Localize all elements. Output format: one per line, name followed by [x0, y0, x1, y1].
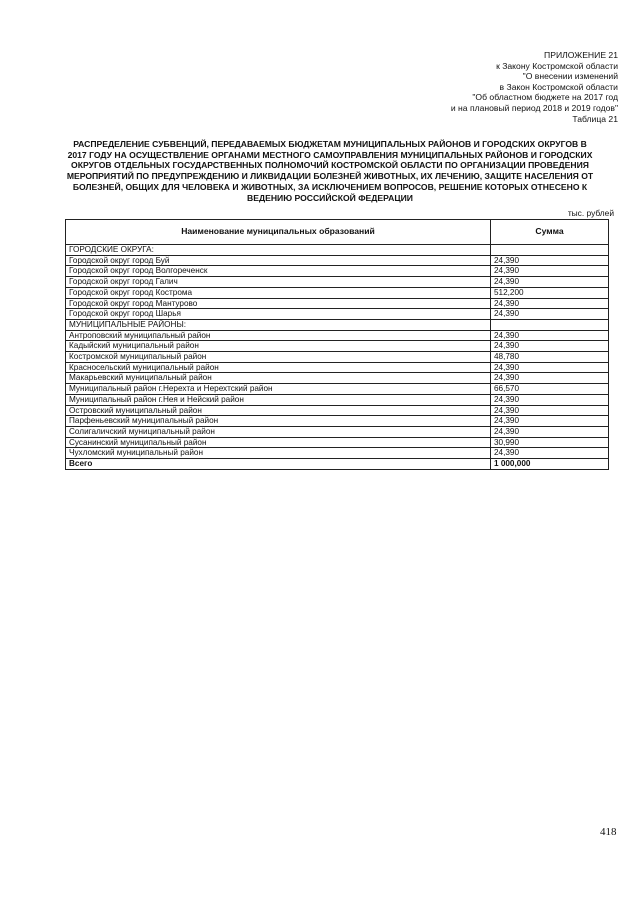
header-line: "О внесении изменений: [522, 71, 618, 82]
municipality-name: Городской округ город Мантурово: [66, 298, 491, 309]
table-row: [66, 255, 609, 266]
amount: 24,390: [491, 330, 609, 341]
table-row: [66, 287, 609, 298]
amount: 24,390: [491, 309, 609, 320]
document-title: РАСПРЕДЕЛЕНИЕ СУБВЕНЦИЙ, ПЕРЕДАВАЕМЫХ БЮДЖЕТАМ МУНИЦИПАЛЬНЫХ РАЙОНОВ И ГОРОДСКИХ ОКРУГОВ В 2017 ГОДУ НА ОСУЩЕСТВЛЕНИЕ ОРГАНАМИ МЕСТНОГО САМОУПРАВЛЕНИЯ МУНИЦИПАЛЬНЫХ РАЙОНОВ И ГОРОДСКИХ ОКРУГОВ ОТДЕЛЬНЫХ ГОСУДАРСТВЕННЫХ ПОЛНОМОЧИЙ КОСТРОМСКОЙ ОБЛАСТИ ПО ОРГАНИЗАЦИИ ПРОВЕДЕНИЯ МЕРОПРИЯТИЙ ПО ПРЕДУПРЕЖДЕНИЮ И ЛИКВИДАЦИИ БОЛЕЗНЕЙ ЖИВОТНЫХ, ИХ ЛЕЧЕНИЮ, ЗАЩИТЕ НАСЕЛЕНИЯ ОТ БОЛЕЗНЕЙ, ОБЩИХ ДЛЯ ЧЕЛОВЕКА И ЖИВОТНЫХ, ЗА ИСКЛЮЧЕНИЕМ ВОПРОСОВ, РЕШЕНИЕ КОТОРЫХ ОТНЕСЕНО К ВЕДЕНИЮ РОССИЙСКОЙ ФЕДЕРАЦИИ: [66, 139, 594, 203]
municipality-name: Парфеньевский муниципальный район: [66, 416, 491, 427]
appendix-header: [451, 50, 618, 124]
group-row: [66, 245, 609, 256]
column-header-sum: Сумма: [491, 220, 609, 245]
municipality-name: Городской округ город Буй: [66, 255, 491, 266]
group-label: МУНИЦИПАЛЬНЫЕ РАЙОНЫ:: [66, 319, 491, 330]
total-label: Всего: [66, 459, 491, 470]
table-row: [66, 405, 609, 416]
table-row: [66, 330, 609, 341]
municipality-name: Городской округ город Шарья: [66, 309, 491, 320]
amount: 24,390: [491, 405, 609, 416]
municipality-name: Городской округ город Волгореченск: [66, 266, 491, 277]
municipality-name: Городской округ город Галич: [66, 277, 491, 288]
amount: 30,990: [491, 437, 609, 448]
total-amount: 1 000,000: [491, 459, 609, 470]
amount: 24,390: [491, 266, 609, 277]
municipality-name: Сусанинский муниципальный район: [66, 437, 491, 448]
table-row: [66, 384, 609, 395]
table-row: [66, 309, 609, 320]
table-row: [66, 362, 609, 373]
amount: 66,570: [491, 384, 609, 395]
amount: 24,390: [491, 277, 609, 288]
table-row: [66, 426, 609, 437]
table-row: [66, 394, 609, 405]
table-row: [66, 277, 609, 288]
municipality-name: Солигаличский муниципальный район: [66, 426, 491, 437]
table-number: Таблица 21: [572, 113, 618, 124]
amount: 512,200: [491, 287, 609, 298]
amount: 24,390: [491, 416, 609, 427]
municipality-name: Кадыйский муниципальный район: [66, 341, 491, 352]
table-row: [66, 373, 609, 384]
table-row: [66, 437, 609, 448]
group-sum-cell: [491, 319, 609, 330]
table-row: [66, 352, 609, 363]
amount: 24,390: [491, 341, 609, 352]
header-line: ПРИЛОЖЕНИЕ 21: [544, 50, 618, 60]
municipality-name: Островский муниципальный район: [66, 405, 491, 416]
unit-label: тыс. рублей: [567, 208, 614, 218]
table-row: [66, 266, 609, 277]
column-header-name: Наименование муниципальных образований: [66, 220, 491, 245]
municipality-name: Городской округ город Кострома: [66, 287, 491, 298]
table-row: [66, 298, 609, 309]
amount: 24,390: [491, 255, 609, 266]
amount: 24,390: [491, 394, 609, 405]
amount: 24,390: [491, 448, 609, 459]
municipality-name: Чухломский муниципальный район: [66, 448, 491, 459]
amount: 24,390: [491, 298, 609, 309]
table-header-row: [66, 220, 609, 245]
header-line: к Закону Костромской области: [496, 60, 618, 71]
total-row: [66, 459, 609, 470]
page-number: 418: [600, 826, 617, 838]
header-line: и на плановый период 2018 и 2019 годов": [450, 102, 618, 113]
municipality-name: Макарьевский муниципальный район: [66, 373, 491, 384]
municipality-name: Антроповский муниципальный район: [66, 330, 491, 341]
table-row: [66, 416, 609, 427]
amount: 24,390: [491, 426, 609, 437]
header-line: в Закон Костромской области: [499, 81, 618, 92]
group-row: [66, 319, 609, 330]
table-row: [66, 341, 609, 352]
municipality-name: Муниципальный район г.Нерехта и Нерехтский район: [66, 384, 491, 395]
group-label: ГОРОДСКИЕ ОКРУГА:: [66, 245, 491, 256]
table-row: [66, 448, 609, 459]
municipality-name: Муниципальный район г.Нея и Нейский район: [66, 394, 491, 405]
amount: 48,780: [491, 352, 609, 363]
subsidy-table: [65, 219, 609, 470]
amount: 24,390: [491, 373, 609, 384]
municipality-name: Красносельский муниципальный район: [66, 362, 491, 373]
amount: 24,390: [491, 362, 609, 373]
group-sum-cell: [491, 245, 609, 256]
municipality-name: Костромской муниципальный район: [66, 352, 491, 363]
header-line: "Об областном бюджете на 2017 год: [472, 92, 618, 103]
